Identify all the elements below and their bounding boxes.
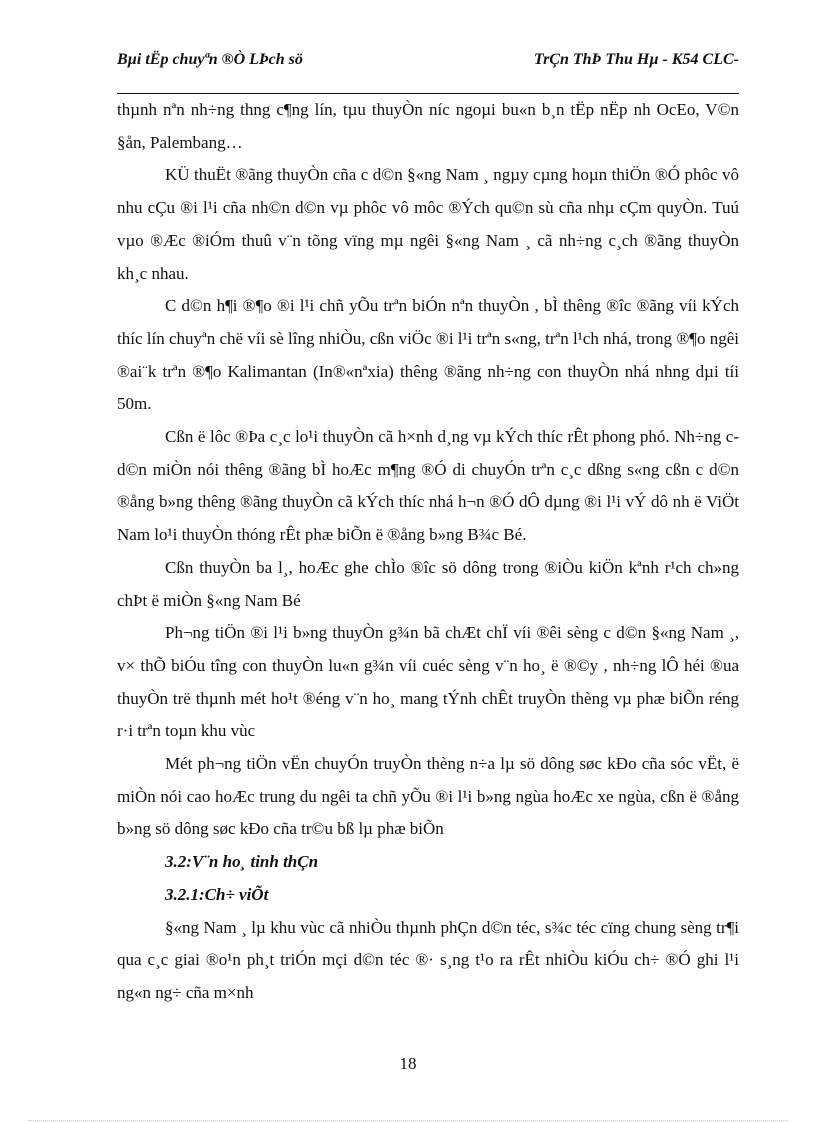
paragraph: §«ng Nam ¸ lµ khu vùc cã nhiÒu thµnh phÇn d©n téc, s¾c téc cïng chung sèng tr¶i qua c¸c giai ®o¹n ph¸t triÓn mçi d©n téc ®· s¸ng t¹o ra rÊt nhiÒu kiÓu ch÷ ®Ó ghi l¹i ng«n ng÷ cña m×nh [117,917,739,1002]
subsection-heading: 3.2.1:Ch÷ viÕt [165,884,269,904]
paragraph: C d©n h¶i ®¶o ®i l¹i chñ yÕu trªn biÓn nªn thuyÒn , bÌ thêng ®îc ®ãng víi kÝch thíc lín chuyªn chë víi sè lîng nhiÒu, cßn viÖc ®i l¹i trªn s«ng, trªn l¹ch nhá, trong ®¶o ngêi ®ai¨k trªn ®¶o Kalimantan (In®«nªxia) thêng ®ãng nh÷ng con thuyÒn nhá nhng dµi tíi 50m. [117,296,739,414]
paragraph: thµnh nªn nh÷ng thng c¶ng lín, tµu thuyÒn níc ngoµi bu«n b¸n tËp nËp nh OcEo, V©n §ån, Palembang… [117,100,739,152]
paragraph: Ph¬ng tiÖn ®i l¹i b»ng thuyÒn g¾n bã chÆt chÏ víi ®êi sèng c d©n §«ng Nam ¸, v× thÕ biÓu tîng con thuyÒn lu«n g¾n víi cuéc sèng v¨n ho¸ ë ®©y , nh÷ng lÔ héi ®ua thuyÒn trë thµnh mét ho¹t ®éng v¨n ho¸ mang tÝnh chÊt truyÒn thèng vµ phæ biÕn réng r·i trªn toµn khu vùc [117,623,739,741]
header-right-text: TrÇn ThÞ Thu Hµ - K54 CLC- [533,51,739,68]
document-body [117,94,739,1010]
section-heading: 3.2:V¨n ho¸ tinh thÇn [165,852,319,872]
paragraph: KÜ thuËt ®ãng thuyÒn cña c d©n §«ng Nam ¸ ngµy cµng hoµn thiÖn ®Ó phôc vô nhu cÇu ®i l¹i cña nh©n d©n vµ phôc vô môc ®Ých qu©n sù cña nhµ cÇm quyÒn. Tuú vµo ®Æc ®iÓm thuû v¨n tõng vïng mµ ngêi §«ng Nam ¸ cã nh÷ng c¸ch ®ãng thuyÒn kh¸c nhau. [117,165,739,283]
page-bottom-edge [28,1120,788,1121]
header-left-text: Bµi tËp chuyªn ®Ò LÞch sö [117,51,303,68]
paragraph: Mét ph¬ng tiÖn vËn chuyÓn truyÒn thèng n÷a lµ sö dông søc kÐo cña sóc vËt, ë miÒn nói cao hoÆc trung du ngêi ta chñ yÕu ®i l¹i b»ng ngùa hoÆc xe ngùa, cßn ë ®ång b»ng sö dông søc kÐo cña tr©u bß lµ phæ biÕn [117,754,739,839]
paragraph: Cßn ë lôc ®Þa c¸c lo¹i thuyÒn cã h×nh d¸ng vµ kÝch thíc rÊt phong phó. Nh÷ng c d©n miÒn nói thêng ®ãng bÌ hoÆc m¶ng ®Ó di chuyÓn trªn c¸c dßng s«ng cßn c d©n ®ång b»ng thêng ®ãng thuyÒn cã kÝch thíc nhá h¬n ®Ó dÔ dµng ®i l¹i vÝ dô nh ë ViÖt Nam lo¹i thuyÒn thóng rÊt phæ biÕn ë ®ång b»ng B¾c Bé. [117,427,739,545]
paragraph: Cßn thuyÒn ba l¸, hoÆc ghe chÌo ®îc sö dông trong ®iÒu kiÖn kªnh r¹ch ch»ng chÞt ë miÒn §«ng Nam Bé [117,557,739,610]
page-number: 18 [399,1054,417,1073]
